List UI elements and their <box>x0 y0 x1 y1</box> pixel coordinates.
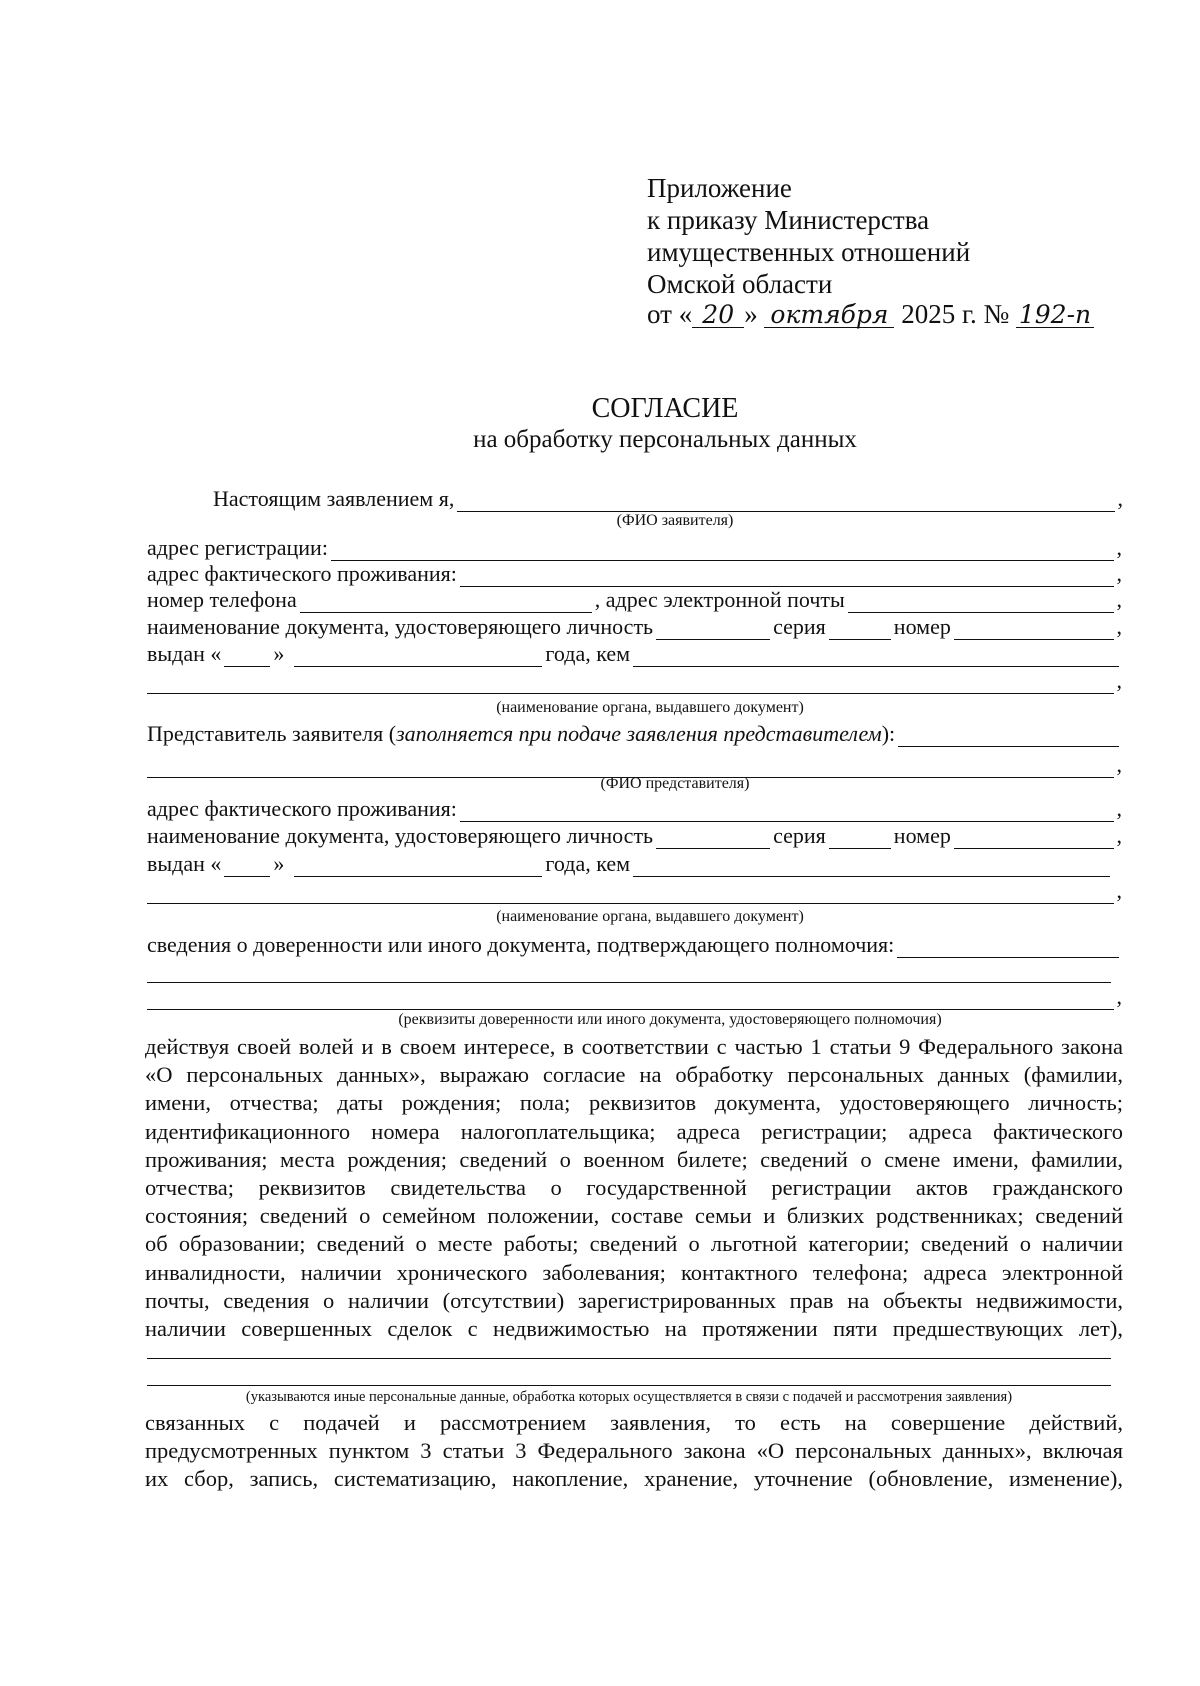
body-line: идентификационного номера налогоплательщика; адреса регистрации; адреса фактического <box>145 1118 1123 1144</box>
comma: , <box>1116 668 1122 693</box>
representative-label: Представитель заявителя (заполняется при подаче заявления представителем): <box>147 721 896 746</box>
consent-paragraph <box>145 1033 1123 1343</box>
representative-field[interactable] <box>898 726 1119 747</box>
other-data-field-2[interactable] <box>147 1385 1111 1386</box>
actual-address-row <box>147 561 1122 587</box>
comma: , <box>1117 486 1123 511</box>
issuer-caption: (наименование органа, выдавшего документ) <box>496 699 804 716</box>
phone-field[interactable] <box>300 592 592 613</box>
rep-address-label: адрес фактического проживания: <box>147 796 457 821</box>
rep-issued-prefix: выдан « <box>147 851 222 876</box>
body-line: наличии совершенных сделок с недвижимостью на протяжении пяти предшествующих лет), <box>145 1315 1123 1341</box>
rep-issued-day-field[interactable] <box>224 856 270 877</box>
comma: , <box>1116 561 1122 586</box>
series-label: серия <box>773 614 826 639</box>
applicant-fio-field[interactable] <box>457 491 1114 512</box>
representative-row <box>147 721 1122 747</box>
date-year: 2025 г. № <box>901 299 1010 329</box>
poa-label: сведения о доверенности или иного документа, подтверждающего полномочия: <box>147 932 895 957</box>
rep-issued-mid: » <box>273 851 285 876</box>
body-line: об образовании; сведений о месте работы; сведений о льготной категории; сведений о наличии <box>145 1231 1123 1257</box>
page-title: СОГЛАСИЕ <box>591 393 739 424</box>
rep-issuer-field[interactable] <box>633 856 1110 877</box>
body-line: «О персональных данных», выражаю согласие на обработку персональных данных (фамилии, <box>145 1062 1123 1088</box>
reg-address-field[interactable] <box>331 540 1114 561</box>
series-field[interactable] <box>829 619 891 640</box>
id-doc-field[interactable] <box>656 619 770 640</box>
poa-field[interactable] <box>897 937 1119 958</box>
comma: , <box>1116 878 1122 903</box>
date-month: октября <box>764 303 894 328</box>
appendix-line-4: Омской области <box>647 269 833 299</box>
issuer-continue-row <box>147 668 1122 694</box>
rep-address-field[interactable] <box>460 801 1114 822</box>
comma: , <box>1116 823 1122 848</box>
issuer-field[interactable] <box>633 646 1119 667</box>
comma: , <box>1116 614 1122 639</box>
rep-doc-field[interactable] <box>656 828 770 849</box>
rep-issued-row <box>147 851 1122 877</box>
id-doc-label: наименование документа, удостоверяющего личность <box>147 614 654 639</box>
rep-issued-date-field[interactable] <box>294 856 542 877</box>
rep-number-label: номер <box>893 823 951 848</box>
rep-issued-year-label: года, кем <box>545 851 631 876</box>
body-line: отчества; реквизитов свидетельства о государственной регистрации актов гражданского <box>145 1174 1123 1200</box>
rep-series-field[interactable] <box>829 828 891 849</box>
body-line: предусмотренных пунктом 3 статьи 3 Федерального закона «О персональных данных», включая <box>145 1438 1123 1464</box>
body-line: проживания; места рождения; сведений о военном билете; сведений о смене имени, фамилии, <box>145 1146 1123 1172</box>
issued-date-field[interactable] <box>294 646 542 667</box>
rep-address-row <box>147 796 1122 822</box>
applicant-intro: Настоящим заявлением я, <box>213 486 455 511</box>
date-prefix: от « <box>647 299 693 329</box>
issued-day-field[interactable] <box>224 646 270 667</box>
rep-issuer-continue-row <box>147 878 1122 904</box>
body-line: состояния; сведений о семейном положении, составе семьи и близких родственниках; сведений <box>145 1203 1123 1229</box>
poa-row <box>147 932 1122 958</box>
number-label: номер <box>893 614 951 639</box>
order-number: 192-п <box>1016 303 1094 328</box>
rep-fio-caption: (ФИО представителя) <box>600 775 750 792</box>
applicant-fio-row <box>213 486 1123 512</box>
poa-field-line-2[interactable] <box>147 982 1111 983</box>
poa-caption: (реквизиты доверенности или иного документа, удостоверяющего полномочия) <box>398 1011 942 1028</box>
rep-issuer-caption: (наименование органа, выдавшего документ) <box>496 908 804 925</box>
date-mid: » <box>744 299 758 329</box>
actual-address-label: адрес фактического проживания: <box>147 561 457 586</box>
email-label: , адрес электронной почты <box>594 587 845 612</box>
body-line: действуя своей волей и в своем интересе, в соответствии с частью 1 статьи 9 Федерального закона <box>145 1034 1123 1059</box>
comma: , <box>1116 535 1122 560</box>
issuer-field-2[interactable] <box>147 673 1114 694</box>
appendix-line-2: к приказу Министерства <box>647 205 930 235</box>
reg-address-label: адрес регистрации: <box>147 535 328 560</box>
applicant-fio-caption: (ФИО заявителя) <box>616 512 734 529</box>
reg-address-row <box>147 535 1122 561</box>
poa-continue-row <box>147 984 1122 1010</box>
phone-email-row <box>147 587 1122 613</box>
issued-mid: » <box>273 641 285 666</box>
appendix-date-line <box>647 297 1094 331</box>
rep-series-label: серия <box>773 823 826 848</box>
rep-doc-label: наименование документа, удостоверяющего личность <box>147 823 654 848</box>
rep-doc-row <box>147 823 1122 849</box>
date-day: 20 <box>692 303 744 328</box>
comma: , <box>1116 984 1122 1009</box>
appendix-line-1: Приложение <box>647 173 792 203</box>
body-line: имени, отчества; даты рождения; пола; реквизитов документа, удостоверяющего личность; <box>145 1090 1123 1116</box>
consent-paragraph-2 <box>145 1409 1123 1494</box>
issued-year-label: года, кем <box>545 641 631 666</box>
actual-address-field[interactable] <box>460 566 1114 587</box>
comma: , <box>1116 752 1122 777</box>
comma: , <box>1116 587 1122 612</box>
number-field[interactable] <box>954 619 1114 640</box>
page-subtitle: на обработку персональных данных <box>473 426 857 453</box>
rep-number-field[interactable] <box>954 828 1114 849</box>
other-data-field-1[interactable] <box>147 1358 1111 1359</box>
email-field[interactable] <box>848 592 1114 613</box>
rep-issuer-field-2[interactable] <box>147 883 1114 904</box>
id-doc-row <box>147 614 1122 640</box>
phone-label: номер телефона <box>147 587 297 612</box>
poa-field-3[interactable] <box>147 989 1114 1010</box>
body-line: связанных с подачей и рассмотрением заявления, то есть на совершение действий, <box>145 1410 1123 1435</box>
body-line: почты, сведения о наличии (отсутствии) зарегистрированных прав на объекты недвижимости, <box>145 1287 1123 1313</box>
issued-prefix: выдан « <box>147 641 222 666</box>
body-line: их сбор, запись, систематизацию, накопление, хранение, уточнение (обновление, изменение), <box>145 1466 1123 1492</box>
body-line: инвалидности, наличии хронического заболевания; контактного телефона; адреса электронной <box>145 1259 1123 1285</box>
other-data-caption: (указываются иные персональные данные, обработка которых осуществляется в связи с подачей и рассмотрения заявления) <box>245 1389 1013 1405</box>
appendix-line-3: имущественных отношений <box>647 237 971 267</box>
comma: , <box>1116 796 1122 821</box>
issued-row <box>147 641 1122 667</box>
